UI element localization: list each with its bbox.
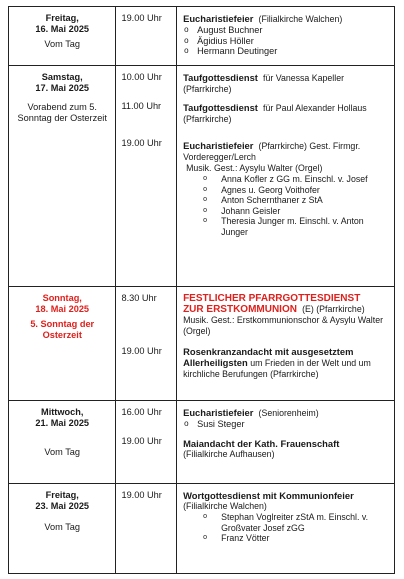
event-detail: für Vanessa Kapeller (Pfarrkirche) <box>183 73 345 94</box>
event-time: 8.30 Uhr <box>121 293 157 303</box>
time-cell <box>116 484 177 574</box>
liturgical-note: Vom Tag <box>44 447 81 457</box>
intention-item: o Agnes u. Georg Voithofer <box>183 185 390 196</box>
event-title: FESTLICHER PFARRGOTTESDIENST <box>183 293 361 304</box>
event-detail: (Filialkirche Walchen) <box>183 501 267 511</box>
music-note: Musik. Gest.: Erstkommunionschor & Aysylu Walter (Orgel) <box>183 315 384 336</box>
schedule-row <box>9 66 395 287</box>
day-cell <box>9 66 116 287</box>
event-title: Taufgottesdienst <box>183 102 258 113</box>
schedule-row <box>9 401 395 484</box>
schedule-table <box>8 6 395 574</box>
schedule-row <box>9 484 395 574</box>
time-cell <box>116 287 177 401</box>
event-title: Maiandacht der Kath. Frauenschaft <box>183 437 340 449</box>
intention-item: o Ägidius Höller <box>183 36 390 47</box>
event-cell <box>177 484 395 574</box>
event-title: Eucharistiefeier <box>183 140 254 151</box>
event-title: Eucharistiefeier <box>183 13 254 24</box>
event-cell <box>177 287 395 401</box>
weekday: Freitag, <box>45 490 79 500</box>
date: 23. Mai 2025 <box>35 501 90 511</box>
event-title: Taufgottesdienst <box>183 72 258 83</box>
event-detail: um Frieden in der Welt und um kirchliche Berufungen (Pfarrkirche) <box>183 358 371 379</box>
intention-item: o August Buchner <box>183 25 390 36</box>
event-time: 19.00 Uhr <box>121 13 162 23</box>
liturgical-note: 5. Sonntag der Osterzeit <box>30 319 95 340</box>
intention-item: o Johann Geisler <box>183 206 390 217</box>
day-cell <box>9 401 116 484</box>
weekday: Samstag, <box>41 72 83 82</box>
event-cell <box>177 66 395 287</box>
time-cell <box>116 7 177 66</box>
event-time: 19.00 Uhr <box>121 138 162 148</box>
event-detail: (Filialkirche Aufhausen) <box>183 448 275 459</box>
event-time: 11.00 Uhr <box>121 101 162 111</box>
event-time: 19.00 Uhr <box>121 436 162 446</box>
event-detail: (E) (Pfarrkirche) <box>302 304 365 314</box>
event-title: Rosenkranzandacht mit ausgesetztem <box>183 346 354 357</box>
event-title: Wortgottesdienst mit Kommunionfeier <box>183 490 354 501</box>
weekday: Freitag, <box>45 13 79 23</box>
intention-item: o Franz Vötter <box>183 533 390 544</box>
liturgical-note: Vom Tag <box>44 39 81 49</box>
event-time: 19.00 Uhr <box>121 346 162 356</box>
schedule-row <box>9 7 395 66</box>
event-title-continued: Allerheiligsten <box>183 357 248 368</box>
date: 17. Mai 2025 <box>35 83 90 93</box>
event-title: Eucharistiefeier <box>183 407 254 418</box>
weekday: Sonntag, <box>42 293 82 303</box>
event-detail: (Pfarrkirche) Gest. Firmgr. Vorderegger/Lerch <box>183 141 361 162</box>
event-time: 10.00 Uhr <box>121 72 162 82</box>
intention-item: o Anna Kofler z GG m. Einschl. v. Josef <box>183 174 390 185</box>
day-cell <box>9 7 116 66</box>
intention-item: o Theresia Junger m. Einschl. v. Anton Junger <box>183 216 390 237</box>
day-cell <box>9 484 116 574</box>
schedule-row <box>9 287 395 401</box>
weekday: Mittwoch, <box>41 407 84 417</box>
event-time: 19.00 Uhr <box>121 490 162 500</box>
event-location: (Filialkirche Walchen) <box>258 14 343 24</box>
date: 16. Mai 2025 <box>35 24 90 34</box>
event-location: (Seniorenheim) <box>258 408 319 418</box>
event-detail: für Paul Alexander Hollaus (Pfarrkirche) <box>183 103 367 124</box>
liturgical-note: Vorabend zum 5. Sonntag der Osterzeit <box>17 102 107 123</box>
intention-item: o Hermann Deutinger <box>183 46 390 57</box>
event-cell <box>177 7 395 66</box>
time-cell <box>116 401 177 484</box>
liturgical-note: Vom Tag <box>44 522 81 532</box>
event-cell <box>177 401 395 484</box>
time-cell <box>116 66 177 287</box>
intention-item: o Anton Schernthaner z StA <box>183 195 390 206</box>
date: 21. Mai 2025 <box>35 418 90 428</box>
event-title-continued: ZUR ERSTKOMMUNION <box>183 304 297 315</box>
day-cell <box>9 287 116 401</box>
music-note: Musik. Gest.: Aysylu Walter (Orgel) <box>186 163 323 173</box>
intention-item: o Susi Steger <box>183 419 390 430</box>
intention-item: o Stephan Voglreiter zStA m. Einschl. v. Großvater Josef zGG <box>183 512 390 533</box>
event-time: 16.00 Uhr <box>121 407 162 417</box>
date: 18. Mai 2025 <box>35 304 90 314</box>
